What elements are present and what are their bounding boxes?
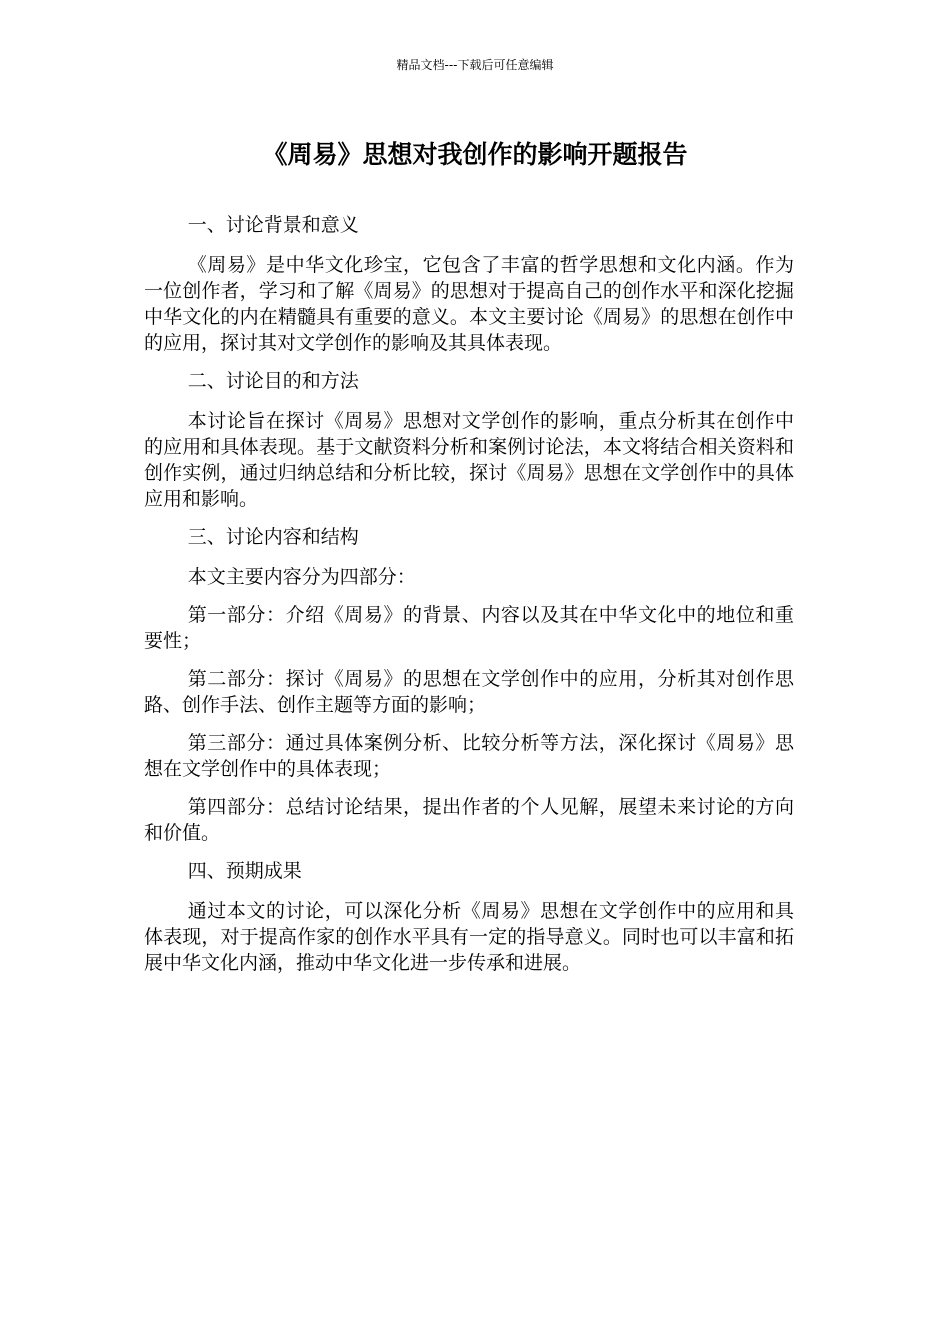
section-heading-purpose: 二、讨论目的和方法 xyxy=(187,370,359,392)
document-title: 《周易》思想对我创作的影响开题报告 xyxy=(262,140,688,169)
paragraph-part-four: 第四部分：总结讨论结果，提出作者的个人见解，展望未来讨论的方向和价值。 xyxy=(144,796,794,844)
paragraph-part-three: 第三部分：通过具体案例分析、比较分析等方法，深化探讨《周易》思想在文学创作中的具体表现； xyxy=(144,732,794,780)
section-heading-content: 三、讨论内容和结构 xyxy=(187,526,359,548)
document-body xyxy=(144,212,794,988)
section-heading-outcomes: 四、预期成果 xyxy=(187,860,302,882)
paragraph-part-one: 第一部分：介绍《周易》的背景、内容以及其在中华文化中的地位和重要性； xyxy=(144,604,794,652)
paragraph-purpose: 本讨论旨在探讨《周易》思想对文学创作的影响，重点分析其在创作中的应用和具体表现。基于文献资料分析和案例讨论法，本文将结合相关资料和创作实例，通过归纳总结和分析比较，探讨《周易》思想在文学创作中的具体应用和影响。 xyxy=(144,410,794,510)
header-note: 精品文档---下载后可任意编辑 xyxy=(396,58,554,72)
paragraph-background: 《周易》是中华文化珍宝，它包含了丰富的哲学思想和文化内涵。作为一位创作者，学习和了解《周易》的思想对于提高自己的创作水平和深化挖掘中华文化的内在精髓具有重要的意义。本文主要讨论《周易》的思想在创作中的应用，探讨其对文学创作的影响及其具体表现。 xyxy=(144,254,794,354)
paragraph-part-two: 第二部分：探讨《周易》的思想在文学创作中的应用，分析其对创作思路、创作手法、创作主题等方面的影响； xyxy=(144,668,794,716)
section-heading-background: 一、讨论背景和意义 xyxy=(187,214,359,236)
paragraph-content-intro: 本文主要内容分为四部分： xyxy=(187,566,416,588)
paragraph-outcomes: 通过本文的讨论，可以深化分析《周易》思想在文学创作中的应用和具体表现，对于提高作家的创作水平具有一定的指导意义。同时也可以丰富和拓展中华文化内涵，推动中华文化进一步传承和进展。 xyxy=(144,900,794,974)
